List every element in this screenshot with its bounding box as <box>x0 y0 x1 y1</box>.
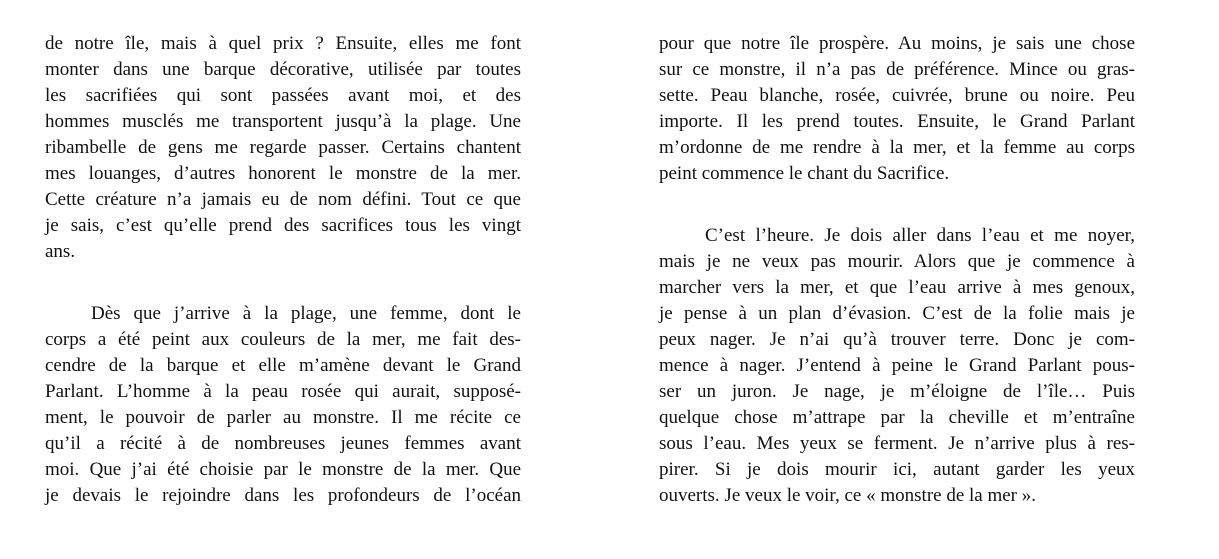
text-line: m’ordonne de me rendre à la mer, et la femme au corps <box>659 137 1135 158</box>
text-line: mes louanges, d’autres honorent le monstre de la mer. <box>45 163 521 184</box>
paragraph-gap <box>659 187 1135 223</box>
text-line: peint commence le chant du Sacrifice. <box>659 163 950 184</box>
text-line: je devais le rejoindre dans les profondeurs de l’océan <box>45 485 521 506</box>
text-line: peux nager. Je n’ai qu’à trouver terre. Donc je com- <box>659 329 1135 350</box>
text-line: quelque chose m’attrape par la cheville et m’entraîne <box>659 407 1135 428</box>
text-line: Parlant. L’homme à la peau rosée qui aurait, supposé- <box>45 381 521 402</box>
right-page-column <box>659 31 1135 509</box>
left-page-column <box>45 31 521 509</box>
paragraph <box>659 223 1135 509</box>
text-line: les sacrifiées qui sont passées avant moi, et des <box>45 85 521 106</box>
paragraph <box>45 301 521 509</box>
text-line: ser un juron. Je nage, je m’éloigne de l’île… Puis <box>659 381 1135 402</box>
text-line: Dès que j’arrive à la plage, une femme, dont le <box>91 303 521 324</box>
text-line: ribambelle de gens me regarde passer. Certains chantent <box>45 137 521 158</box>
paragraph <box>659 31 1135 187</box>
text-line: ans. <box>45 241 76 262</box>
paragraph <box>45 31 521 265</box>
text-line: importe. Il les prend toutes. Ensuite, le Grand Parlant <box>659 111 1135 132</box>
text-line: sette. Peau blanche, rosée, cuivrée, brune ou noire. Peu <box>659 85 1135 106</box>
text-line: marcher vers la mer, et que l’eau arrive à mes genoux, <box>659 277 1135 298</box>
text-line: ouverts. Je veux le voir, ce « monstre de la mer ». <box>659 485 1037 506</box>
text-line: de notre île, mais à quel prix ? Ensuite, elles me font <box>45 33 521 54</box>
text-line: sur ce monstre, il n’a pas de préférence. Mince ou gras- <box>659 59 1135 80</box>
text-line: mence à nager. J’entend à peine le Grand Parlant pous- <box>659 355 1135 376</box>
text-line: pour que notre île prospère. Au moins, je sais une chose <box>659 33 1135 54</box>
paragraph-gap <box>45 265 521 301</box>
text-line: je pense à un plan d’évasion. C’est de la folie mais je <box>659 303 1135 324</box>
text-line: monter dans une barque décorative, utilisée par toutes <box>45 59 521 80</box>
text-line: C’est l’heure. Je dois aller dans l’eau et me noyer, <box>705 225 1135 246</box>
text-line: ment, le pouvoir de parler au monstre. Il me récite ce <box>45 407 521 428</box>
text-line: Cette créature n’a jamais eu de nom défini. Tout ce que <box>45 189 521 210</box>
text-line: sous l’eau. Mes yeux se ferment. Je n’arrive plus à res- <box>659 433 1135 454</box>
text-line: cendre de la barque et elle m’amène devant le Grand <box>45 355 521 376</box>
text-line: corps a été peint aux couleurs de la mer, me fait des- <box>45 329 521 350</box>
text-line: pirer. Si je dois mourir ici, autant garder les yeux <box>659 459 1135 480</box>
text-line: hommes musclés me transportent jusqu’à la plage. Une <box>45 111 521 132</box>
text-line: mais je ne veux pas mourir. Alors que je commence à <box>659 251 1135 272</box>
text-line: je sais, c’est qu’elle prend des sacrifices tous les vingt <box>45 215 521 236</box>
text-line: qu’il a récité à de nombreuses jeunes femmes avant <box>45 433 521 454</box>
text-line: moi. Que j’ai été choisie par le monstre de la mer. Que <box>45 459 521 480</box>
